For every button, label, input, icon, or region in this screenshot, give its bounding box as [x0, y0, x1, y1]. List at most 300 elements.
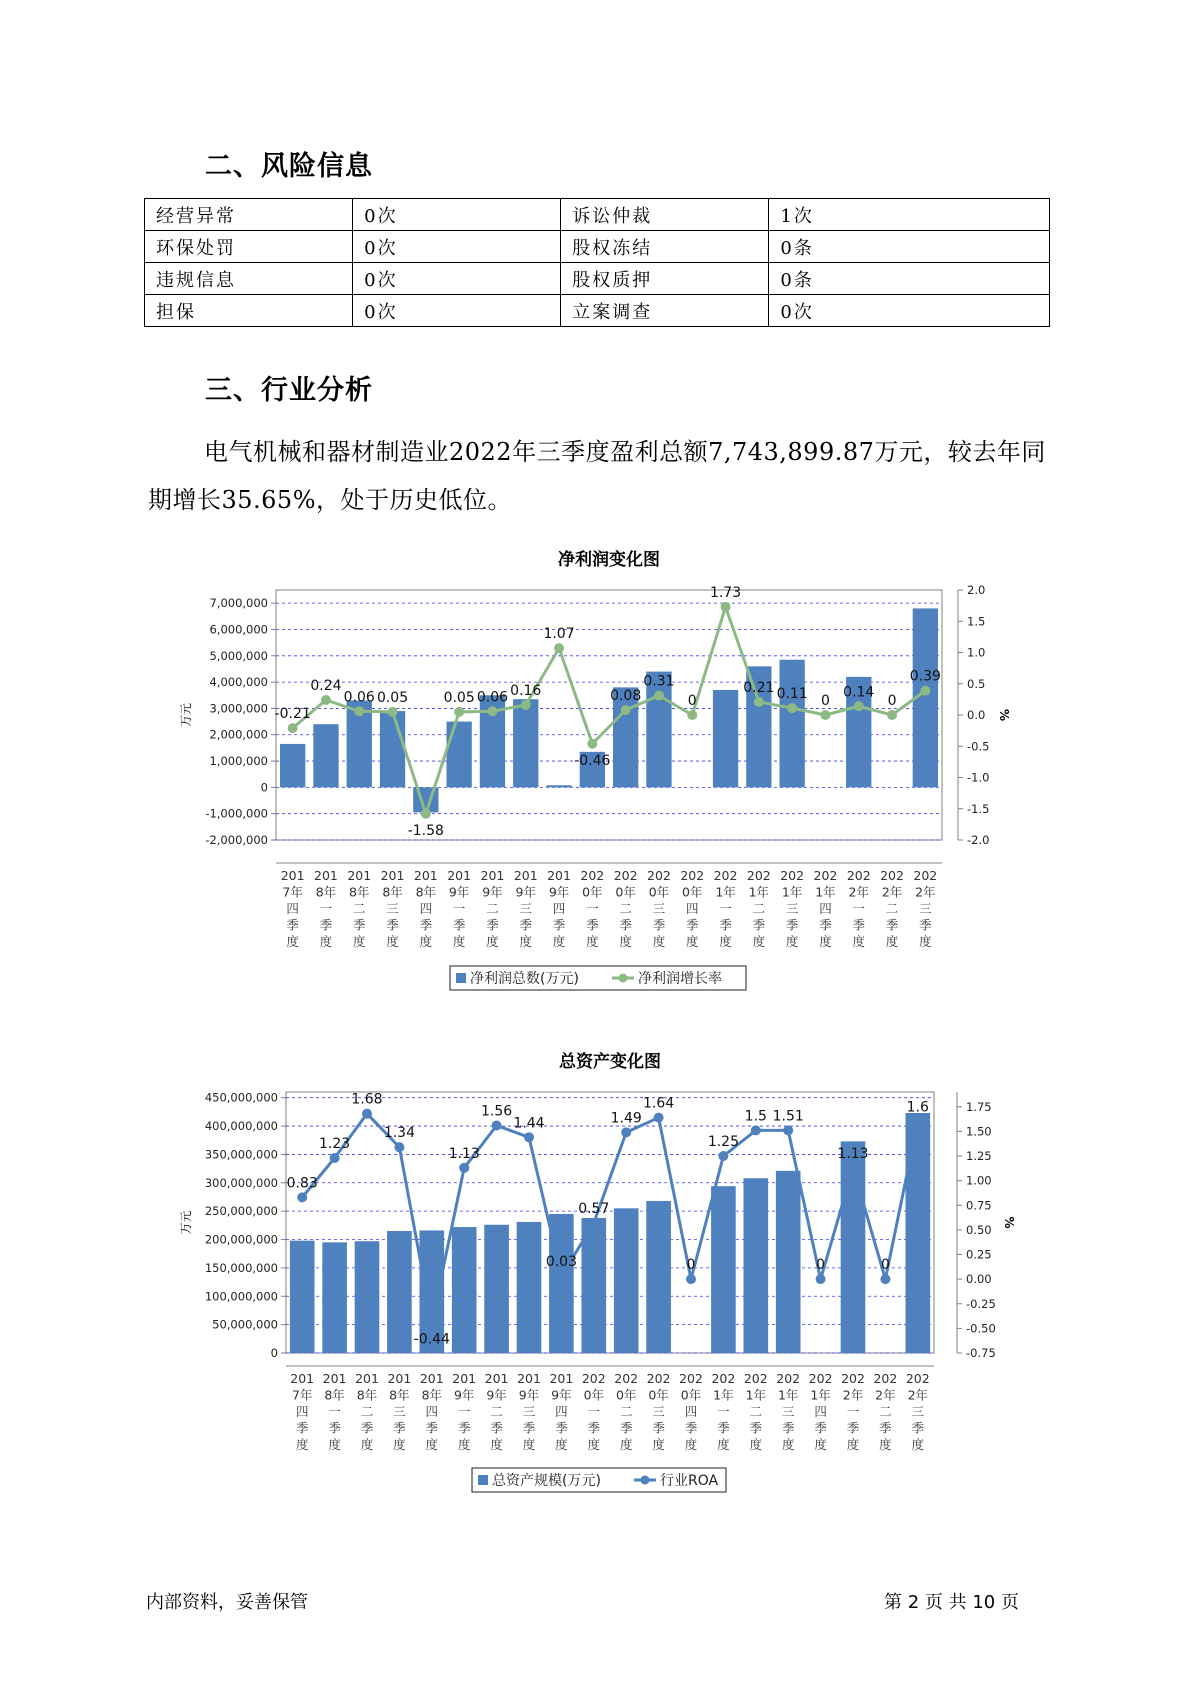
line-point [427, 1317, 437, 1327]
x-tick-label: 季 [522, 1420, 536, 1436]
line-point [354, 706, 364, 716]
bar [776, 1171, 801, 1353]
y2-tick-label: 1.0 [967, 645, 986, 660]
x-tick-label: 202 [780, 868, 805, 883]
data-label: 0.31 [643, 673, 675, 690]
data-label: 1.49 [610, 1110, 642, 1127]
x-tick-label: 一 [852, 901, 866, 916]
risk-item-value: 0次 [353, 295, 561, 327]
x-tick-label: 一 [457, 1404, 471, 1419]
risk-item-label: 担保 [145, 295, 353, 327]
x-tick-label: 季 [785, 917, 799, 933]
x-tick-label: 三 [522, 1404, 536, 1419]
x-tick-label: 度 [652, 1437, 665, 1452]
risk-table-row [145, 295, 1050, 327]
x-tick-label: 一 [717, 1404, 730, 1419]
x-tick-label: 2年 [842, 1387, 864, 1403]
net-profit-chart-svg [0, 545, 1191, 1000]
section-heading-industry: 三、行业分析 [205, 375, 373, 406]
x-tick-label: 201 [322, 1371, 347, 1386]
x-tick-label: 201 [380, 868, 405, 883]
risk-item-label: 股权冻结 [561, 231, 769, 263]
y-tick-label: 300,000,000 [204, 1175, 278, 1190]
x-tick-label: 季 [519, 917, 533, 933]
x-tick-label: 季 [919, 917, 932, 933]
x-tick-label: 季 [587, 1420, 601, 1436]
x-tick-label: 季 [425, 1420, 439, 1436]
x-tick-label: 一 [586, 901, 599, 916]
x-tick-label: 2年 [915, 884, 936, 900]
x-tick-label: 一 [319, 901, 333, 916]
x-tick-label: 一 [328, 1404, 341, 1419]
risk-item-label: 股权质押 [561, 263, 769, 295]
risk-item-label: 环保处罚 [145, 231, 353, 263]
x-tick-label: 度 [819, 934, 832, 949]
x-tick-label: 二 [352, 901, 366, 916]
x-tick-label: 8年 [324, 1387, 345, 1403]
total-assets-chart-svg [0, 1045, 1191, 1505]
x-tick-label: 202 [743, 1371, 768, 1386]
line-point [751, 1125, 761, 1135]
line-point [487, 706, 497, 716]
x-tick-label: 季 [619, 1420, 633, 1436]
y2-tick-label: -0.5 [967, 739, 990, 754]
risk-item-label: 经营异常 [145, 199, 353, 231]
data-label: 0.06 [476, 689, 509, 706]
x-tick-label: 2年 [875, 1387, 896, 1403]
x-tick-label: 季 [819, 917, 832, 933]
x-tick-label: 季 [286, 917, 299, 933]
line-point [394, 1142, 404, 1152]
risk-item-value: 0次 [353, 231, 561, 263]
bar [713, 690, 738, 787]
x-tick-label: 度 [425, 1437, 439, 1452]
x-tick-label: 三 [393, 1404, 406, 1419]
x-tick-label: 度 [879, 1437, 892, 1452]
x-tick-label: 度 [619, 934, 632, 949]
chart-title: 净利润变化图 [558, 550, 660, 570]
x-tick-label: 2年 [881, 884, 903, 900]
x-tick-label: 季 [879, 1420, 892, 1436]
y2-tick-label: -0.25 [966, 1296, 996, 1311]
x-tick-label: 202 [580, 868, 605, 883]
x-tick-label: 季 [717, 1420, 730, 1436]
x-tick-label: 202 [581, 1371, 606, 1386]
risk-item-label: 诉讼仲裁 [561, 199, 769, 231]
line-point [524, 1132, 534, 1142]
x-tick-label: 四 [684, 1404, 698, 1419]
x-tick-label: 202 [713, 868, 738, 883]
risk-item-label: 违规信息 [145, 263, 353, 295]
line-point [288, 723, 298, 733]
y-tick-label: 100,000,000 [204, 1289, 278, 1304]
x-tick-label: 8年 [382, 884, 403, 900]
x-tick-label: 二 [752, 901, 766, 916]
bar [614, 1208, 639, 1353]
plot-area [276, 590, 942, 840]
x-tick-label: 季 [352, 917, 366, 933]
line-point [459, 1163, 469, 1173]
risk-table-row [145, 263, 1050, 295]
x-tick-label: 二 [619, 1404, 633, 1419]
x-tick-label: 度 [486, 934, 499, 949]
x-tick-label: 1年 [715, 884, 736, 900]
risk-item-value: 0次 [353, 263, 561, 295]
x-tick-label: 季 [419, 917, 433, 933]
legend-label: 净利润总数(万元) [470, 971, 579, 987]
x-tick-label: 202 [680, 868, 705, 883]
risk-item-value: 0条 [769, 231, 1050, 263]
x-tick-label: 9年 [515, 884, 536, 900]
data-label: -0.21 [274, 706, 311, 723]
y2-tick-label: 1.25 [966, 1149, 992, 1164]
legend-label: 净利润增长率 [638, 971, 722, 987]
x-tick-label: 二 [486, 901, 499, 916]
x-tick-label: 202 [613, 868, 638, 883]
bar [380, 711, 405, 787]
x-tick-label: 202 [776, 1371, 801, 1386]
x-tick-label: 度 [286, 934, 299, 949]
legend-bar-swatch [478, 1475, 488, 1485]
x-tick-label: 度 [352, 934, 366, 949]
x-tick-label: 9年 [448, 884, 470, 900]
line-point [521, 700, 531, 710]
x-tick-label: 度 [457, 1437, 471, 1452]
x-tick-label: 201 [290, 1371, 315, 1386]
x-tick-label: 季 [295, 1420, 309, 1436]
data-label: 0.11 [776, 686, 808, 703]
line-point [820, 710, 830, 720]
x-tick-label: 二 [885, 901, 899, 916]
legend-label: 行业ROA [660, 1473, 719, 1489]
risk-item-value: 0次 [353, 199, 561, 231]
data-label: 0.03 [545, 1254, 577, 1271]
x-tick-label: 9年 [453, 1387, 475, 1403]
x-tick-label: 202 [880, 868, 904, 883]
y2-tick-label: 1.5 [967, 614, 986, 629]
x-tick-label: 季 [319, 917, 333, 933]
x-tick-label: 0年 [680, 1387, 702, 1403]
y-tick-label: 400,000,000 [204, 1119, 278, 1134]
x-tick-label: 0年 [648, 884, 670, 900]
y2-tick-label: 1.00 [966, 1173, 992, 1188]
line-point [920, 686, 930, 696]
y-tick-label: 0 [260, 780, 268, 795]
x-tick-label: 度 [419, 934, 433, 949]
line-point [621, 705, 631, 715]
bar [743, 1178, 768, 1353]
x-tick-label: 7年 [282, 884, 303, 900]
data-label: 0.14 [843, 684, 875, 701]
x-tick-label: 0年 [615, 884, 636, 900]
x-tick-label: 202 [647, 868, 671, 883]
x-tick-label: 二 [490, 1404, 503, 1419]
x-tick-label: 季 [555, 1420, 568, 1436]
x-tick-label: 0年 [682, 884, 703, 900]
y-tick-label: 450,000,000 [204, 1090, 278, 1105]
x-tick-label: 201 [355, 1371, 379, 1386]
data-label: 1.51 [772, 1108, 804, 1125]
x-tick-label: 202 [846, 868, 871, 883]
data-label: 1.56 [481, 1103, 513, 1120]
y-tick-label: 6,000,000 [209, 622, 268, 637]
industry-summary-paragraph [148, 428, 1048, 524]
data-label: -0.44 [413, 1331, 450, 1348]
x-tick-label: 一 [452, 901, 466, 916]
line-point [686, 1274, 696, 1284]
x-tick-label: 9年 [518, 1387, 540, 1403]
x-tick-label: 季 [846, 1420, 860, 1436]
x-tick-label: 三 [911, 1404, 925, 1419]
y2-tick-label: 2.0 [967, 583, 986, 597]
x-tick-label: 四 [555, 1404, 568, 1419]
data-label: 0 [686, 1257, 696, 1274]
data-label: 1.64 [643, 1095, 675, 1112]
line-point [621, 1127, 631, 1137]
x-tick-label: 1年 [815, 884, 836, 900]
line-point [654, 1113, 664, 1123]
line-point [783, 1125, 793, 1135]
line-point [297, 1192, 307, 1202]
x-tick-label: 201 [447, 868, 472, 883]
x-tick-label: 季 [911, 1420, 925, 1436]
data-label: 0.24 [310, 678, 342, 694]
x-tick-label: 季 [852, 917, 866, 933]
data-label: 1.5 [744, 1108, 767, 1125]
data-label: 0 [687, 693, 697, 709]
x-tick-label: 度 [393, 1437, 406, 1452]
x-tick-label: 四 [685, 901, 699, 916]
data-label: 0.21 [743, 679, 775, 696]
x-tick-label: 201 [387, 1371, 412, 1386]
x-tick-label: 度 [519, 934, 533, 949]
y-tick-label: -2,000,000 [205, 833, 268, 847]
y2-tick-label: -2.0 [967, 833, 990, 847]
x-tick-label: 度 [685, 934, 699, 949]
line-point [330, 1153, 340, 1163]
bar [517, 1222, 542, 1353]
x-tick-label: 度 [490, 1437, 503, 1452]
x-tick-label: 201 [314, 868, 338, 883]
x-tick-label: 201 [419, 1371, 444, 1386]
line-point [454, 707, 464, 717]
x-tick-label: 2年 [907, 1387, 929, 1403]
y2-tick-label: -0.75 [966, 1346, 996, 1360]
data-label: 1.44 [513, 1115, 545, 1132]
bar [779, 660, 804, 788]
x-tick-label: 季 [752, 917, 766, 933]
bar [546, 785, 571, 787]
x-tick-label: 度 [360, 1437, 374, 1452]
x-tick-label: 三 [652, 1404, 665, 1419]
line-point [887, 710, 897, 720]
bar [711, 1186, 736, 1353]
x-tick-label: 9年 [551, 1387, 572, 1403]
bar [290, 1241, 315, 1353]
y2-axis-title: % [1002, 1216, 1016, 1229]
x-tick-label: 四 [295, 1404, 309, 1419]
x-tick-label: 8年 [415, 884, 437, 900]
y-tick-label: 1,000,000 [209, 754, 268, 769]
line-point [721, 602, 731, 612]
x-tick-label: 度 [719, 934, 732, 949]
x-tick-label: 202 [813, 868, 838, 883]
x-tick-label: 二 [360, 1404, 374, 1419]
bar [355, 1241, 380, 1353]
x-tick-label: 202 [808, 1371, 833, 1386]
y2-tick-label: 0.50 [966, 1222, 992, 1237]
x-tick-label: 度 [555, 1437, 568, 1452]
x-tick-label: 202 [646, 1371, 671, 1386]
x-tick-label: 季 [490, 1420, 503, 1436]
y2-tick-label: 0.0 [967, 708, 986, 722]
x-tick-label: 202 [873, 1371, 898, 1386]
bar [513, 699, 538, 787]
line-point [421, 809, 431, 819]
x-tick-label: 度 [452, 934, 466, 949]
bar [313, 724, 338, 787]
bar [280, 744, 305, 787]
x-tick-label: 四 [552, 901, 566, 916]
data-label: 1.07 [543, 626, 575, 643]
y-axis-title: 万元 [179, 1210, 193, 1235]
x-tick-label: 度 [885, 934, 899, 949]
x-tick-label: 季 [552, 917, 566, 933]
x-tick-label: 四 [286, 901, 299, 916]
y-tick-label: 200,000,000 [204, 1232, 278, 1247]
y2-tick-label: 1.75 [966, 1099, 992, 1114]
y2-tick-label: -1.5 [967, 801, 990, 816]
x-tick-label: 度 [781, 1437, 795, 1452]
data-label: 0 [887, 693, 897, 709]
x-tick-label: 8年 [349, 884, 370, 900]
x-tick-label: 季 [457, 1420, 471, 1436]
risk-item-label: 立案调查 [561, 295, 769, 327]
x-tick-label: 202 [905, 1371, 930, 1386]
data-label: 0.83 [286, 1175, 318, 1192]
y-tick-label: 250,000,000 [204, 1204, 278, 1219]
x-tick-label: 201 [513, 868, 538, 883]
y-tick-label: 0 [270, 1346, 278, 1360]
line-point [321, 695, 331, 705]
line-point [687, 710, 697, 720]
x-tick-label: 7年 [291, 1387, 313, 1403]
line-point [787, 703, 797, 713]
x-tick-label: 201 [484, 1371, 509, 1386]
x-tick-label: 度 [587, 1437, 601, 1452]
data-label: 0 [816, 1257, 826, 1274]
data-label: 1.73 [709, 584, 742, 601]
total-assets-chart [0, 1045, 1191, 1509]
y-tick-label: 2,000,000 [209, 727, 268, 742]
line-point [362, 1109, 372, 1119]
x-tick-label: 一 [719, 901, 732, 916]
x-tick-label: 度 [919, 934, 932, 949]
y-tick-label: 350,000,000 [204, 1147, 278, 1162]
footer-note: 内部资料，妥善保管 [146, 1592, 308, 1613]
x-tick-label: 季 [885, 917, 899, 933]
data-label: 1.6 [906, 1099, 929, 1116]
bar [387, 1231, 412, 1353]
y2-tick-label: -0.50 [966, 1321, 996, 1336]
x-tick-label: 1年 [781, 884, 803, 900]
y-tick-label: 4,000,000 [209, 675, 268, 690]
x-tick-label: 8年 [421, 1387, 443, 1403]
chart-title: 总资产变化图 [559, 1052, 661, 1072]
x-tick-label: 202 [841, 1371, 865, 1386]
x-tick-label: 9年 [486, 1387, 507, 1403]
line-point [754, 697, 764, 707]
data-label: 1.23 [319, 1135, 351, 1152]
data-label: 0.16 [510, 683, 542, 699]
data-label: 1.34 [383, 1125, 415, 1142]
bar [484, 1225, 509, 1353]
x-tick-label: 8年 [389, 1387, 410, 1403]
risk-item-value: 1次 [769, 199, 1050, 231]
x-tick-label: 1年 [748, 884, 770, 900]
bar [452, 1227, 477, 1353]
y2-tick-label: 0.25 [966, 1247, 992, 1262]
x-tick-label: 9年 [548, 884, 570, 900]
x-tick-label: 季 [652, 917, 666, 933]
y2-axis-title: % [997, 708, 1011, 722]
x-tick-label: 1年 [745, 1387, 767, 1403]
data-label: 1.13 [837, 1145, 869, 1162]
line-point [854, 701, 864, 711]
x-tick-label: 0年 [615, 1387, 637, 1403]
x-tick-label: 三 [785, 901, 799, 916]
x-tick-label: 二 [879, 1404, 892, 1419]
x-tick-label: 201 [549, 1371, 574, 1386]
x-tick-label: 季 [719, 917, 732, 933]
x-tick-label: 度 [386, 934, 399, 949]
line-point [913, 1117, 923, 1127]
x-tick-label: 201 [280, 868, 305, 883]
x-tick-label: 0年 [648, 1387, 669, 1403]
x-tick-label: 度 [652, 934, 666, 949]
x-tick-label: 二 [749, 1404, 763, 1419]
x-tick-label: 一 [846, 1404, 860, 1419]
line-point [556, 1271, 566, 1281]
y-axis-title: 万元 [179, 702, 193, 728]
x-tick-label: 度 [328, 1437, 341, 1452]
x-tick-label: 三 [781, 1404, 795, 1419]
bar [322, 1242, 347, 1353]
y2-tick-label: 0.00 [966, 1272, 992, 1287]
x-tick-label: 季 [781, 1420, 795, 1436]
y2-tick-label: 1.50 [966, 1124, 992, 1139]
footer-page-number: 第 2 页 共 10 页 [884, 1592, 1019, 1613]
x-tick-label: 201 [452, 1371, 477, 1386]
x-tick-label: 季 [360, 1420, 374, 1436]
x-tick-label: 三 [652, 901, 666, 916]
x-tick-label: 202 [711, 1371, 736, 1386]
x-tick-label: 0年 [582, 884, 603, 900]
x-tick-label: 四 [425, 1404, 439, 1419]
data-label: 0 [820, 693, 830, 709]
data-label: 0 [880, 1257, 890, 1274]
x-tick-label: 0年 [583, 1387, 605, 1403]
x-tick-label: 季 [685, 917, 699, 933]
x-tick-label: 度 [586, 934, 599, 949]
x-tick-label: 1年 [777, 1387, 799, 1403]
x-tick-label: 度 [814, 1437, 827, 1452]
y2-tick-label: 0.75 [966, 1198, 992, 1213]
x-tick-label: 季 [328, 1420, 341, 1436]
y-tick-label: 5,000,000 [209, 648, 268, 663]
x-tick-label: 季 [386, 917, 399, 933]
x-tick-label: 一 [587, 1404, 601, 1419]
